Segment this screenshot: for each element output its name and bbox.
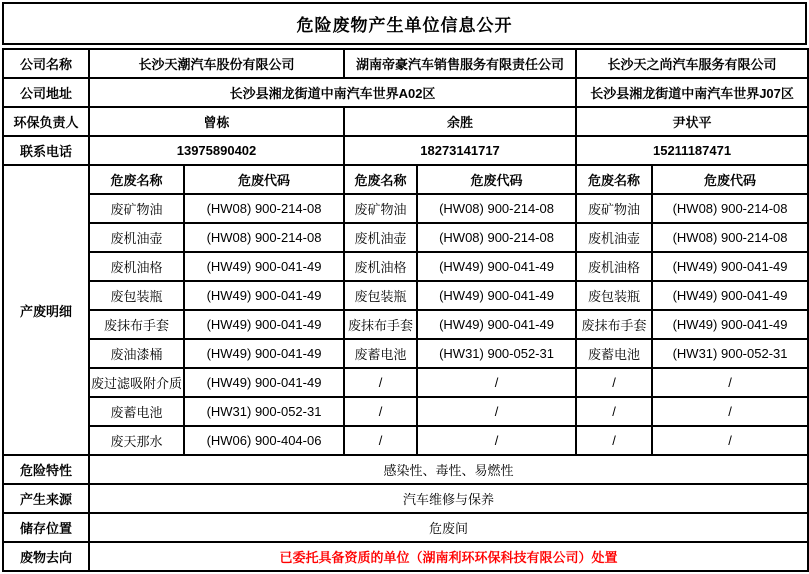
hazard-traits-value: 感染性、毒性、易燃性 (89, 455, 808, 484)
waste-code-cell: (HW49) 900-041-49 (652, 281, 808, 310)
waste-code-cell: (HW49) 900-041-49 (184, 252, 344, 281)
waste-code-cell: (HW49) 900-041-49 (417, 310, 576, 339)
phone-cell: 15211187471 (576, 136, 808, 165)
waste-code-cell: (HW08) 900-214-08 (417, 223, 576, 252)
company-name-cell: 长沙天潮汽车股份有限公司 (89, 49, 344, 78)
waste-row (3, 223, 808, 252)
waste-name-cell: 废过滤吸附介质 (89, 368, 184, 397)
row-label-hazard-traits: 危险特性 (3, 455, 89, 484)
waste-row (3, 252, 808, 281)
waste-name-cell: / (576, 368, 652, 397)
row-label-storage: 储存位置 (3, 513, 89, 542)
waste-code-header: 危废代码 (184, 165, 344, 194)
waste-name-cell: / (576, 397, 652, 426)
waste-code-header: 危废代码 (417, 165, 576, 194)
storage-value: 危废间 (89, 513, 808, 542)
waste-name-cell: 废抹布手套 (576, 310, 652, 339)
row-label-env-manager: 环保负责人 (3, 107, 89, 136)
waste-row (3, 339, 808, 368)
hazard-traits-row (3, 455, 808, 484)
waste-code-cell: (HW31) 900-052-31 (184, 397, 344, 426)
env-manager-cell: 余胜 (344, 107, 576, 136)
waste-name-cell: 废机油壶 (89, 223, 184, 252)
waste-name-cell: 废机油格 (576, 252, 652, 281)
waste-code-cell: / (652, 368, 808, 397)
waste-code-header: 危废代码 (652, 165, 808, 194)
waste-name-cell: 废包装瓶 (344, 281, 417, 310)
waste-name-header: 危废名称 (89, 165, 184, 194)
waste-row (3, 310, 808, 339)
row-label-company-address: 公司地址 (3, 78, 89, 107)
waste-name-cell: 废包装瓶 (576, 281, 652, 310)
company-name-cell: 长沙天之尚汽车服务有限公司 (576, 49, 808, 78)
waste-code-cell: (HW49) 900-041-49 (417, 281, 576, 310)
company-name-cell: 湖南帝豪汽车销售服务有限责任公司 (344, 49, 576, 78)
waste-code-cell: (HW49) 900-041-49 (184, 368, 344, 397)
waste-row (3, 194, 808, 223)
waste-name-cell: 废矿物油 (576, 194, 652, 223)
waste-code-cell: (HW31) 900-052-31 (652, 339, 808, 368)
phone-cell: 18273141717 (344, 136, 576, 165)
title-bar (2, 2, 807, 45)
waste-row (3, 281, 808, 310)
waste-row (3, 368, 808, 397)
waste-code-cell: (HW08) 900-214-08 (184, 223, 344, 252)
waste-name-cell: 废机油壶 (576, 223, 652, 252)
waste-row (3, 397, 808, 426)
waste-name-cell: 废蓄电池 (576, 339, 652, 368)
waste-code-cell: (HW49) 900-041-49 (417, 252, 576, 281)
waste-name-cell: 废油漆桶 (89, 339, 184, 368)
waste-name-cell: 废抹布手套 (89, 310, 184, 339)
source-row (3, 484, 808, 513)
waste-name-cell: / (576, 426, 652, 455)
waste-code-cell: / (417, 397, 576, 426)
destination-value: 已委托具备资质的单位（湖南利环环保科技有限公司）处置 (89, 542, 808, 571)
row-label-phone: 联系电话 (3, 136, 89, 165)
waste-name-cell: 废矿物油 (344, 194, 417, 223)
waste-code-cell: (HW49) 900-041-49 (184, 310, 344, 339)
waste-name-cell: 废机油格 (344, 252, 417, 281)
row-label-destination: 废物去向 (3, 542, 89, 571)
waste-name-header: 危废名称 (576, 165, 652, 194)
waste-row (3, 426, 808, 455)
phone-row (3, 136, 808, 165)
page-title: 危险废物产生单位信息公开 (296, 16, 513, 35)
waste-name-cell: 废矿物油 (89, 194, 184, 223)
destination-row (3, 542, 808, 571)
env-manager-cell: 曾栋 (89, 107, 344, 136)
waste-code-cell: (HW49) 900-041-49 (184, 281, 344, 310)
company-address-row (3, 78, 808, 107)
company-address-cell: 长沙县湘龙街道中南汽车世界J07区 (576, 78, 808, 107)
disclosure-table (2, 48, 809, 572)
waste-code-cell: (HW08) 900-214-08 (417, 194, 576, 223)
source-value: 汽车维修与保养 (89, 484, 808, 513)
waste-code-cell: (HW31) 900-052-31 (417, 339, 576, 368)
waste-subheader-row (3, 165, 808, 194)
row-label-waste-detail: 产废明细 (3, 165, 89, 455)
waste-name-cell: 废包装瓶 (89, 281, 184, 310)
phone-cell: 13975890402 (89, 136, 344, 165)
waste-name-cell: / (344, 368, 417, 397)
waste-name-cell: 废蓄电池 (89, 397, 184, 426)
waste-code-cell: (HW49) 900-041-49 (652, 310, 808, 339)
waste-name-header: 危废名称 (344, 165, 417, 194)
waste-name-cell: 废机油壶 (344, 223, 417, 252)
company-address-cell: 长沙县湘龙街道中南汽车世界A02区 (89, 78, 576, 107)
waste-code-cell: (HW06) 900-404-06 (184, 426, 344, 455)
waste-name-cell: 废机油格 (89, 252, 184, 281)
waste-name-cell: 废蓄电池 (344, 339, 417, 368)
waste-code-cell: / (417, 426, 576, 455)
waste-name-cell: / (344, 426, 417, 455)
waste-name-cell: 废抹布手套 (344, 310, 417, 339)
company-name-row (3, 49, 808, 78)
waste-code-cell: (HW49) 900-041-49 (184, 339, 344, 368)
waste-name-cell: / (344, 397, 417, 426)
waste-code-cell: / (652, 426, 808, 455)
env-manager-row (3, 107, 808, 136)
row-label-source: 产生来源 (3, 484, 89, 513)
env-manager-cell: 尹状平 (576, 107, 808, 136)
row-label-company-name: 公司名称 (3, 49, 89, 78)
waste-code-cell: / (417, 368, 576, 397)
waste-code-cell: / (652, 397, 808, 426)
waste-code-cell: (HW08) 900-214-08 (184, 194, 344, 223)
waste-code-cell: (HW49) 900-041-49 (652, 252, 808, 281)
storage-row (3, 513, 808, 542)
waste-code-cell: (HW08) 900-214-08 (652, 194, 808, 223)
waste-name-cell: 废天那水 (89, 426, 184, 455)
waste-code-cell: (HW08) 900-214-08 (652, 223, 808, 252)
